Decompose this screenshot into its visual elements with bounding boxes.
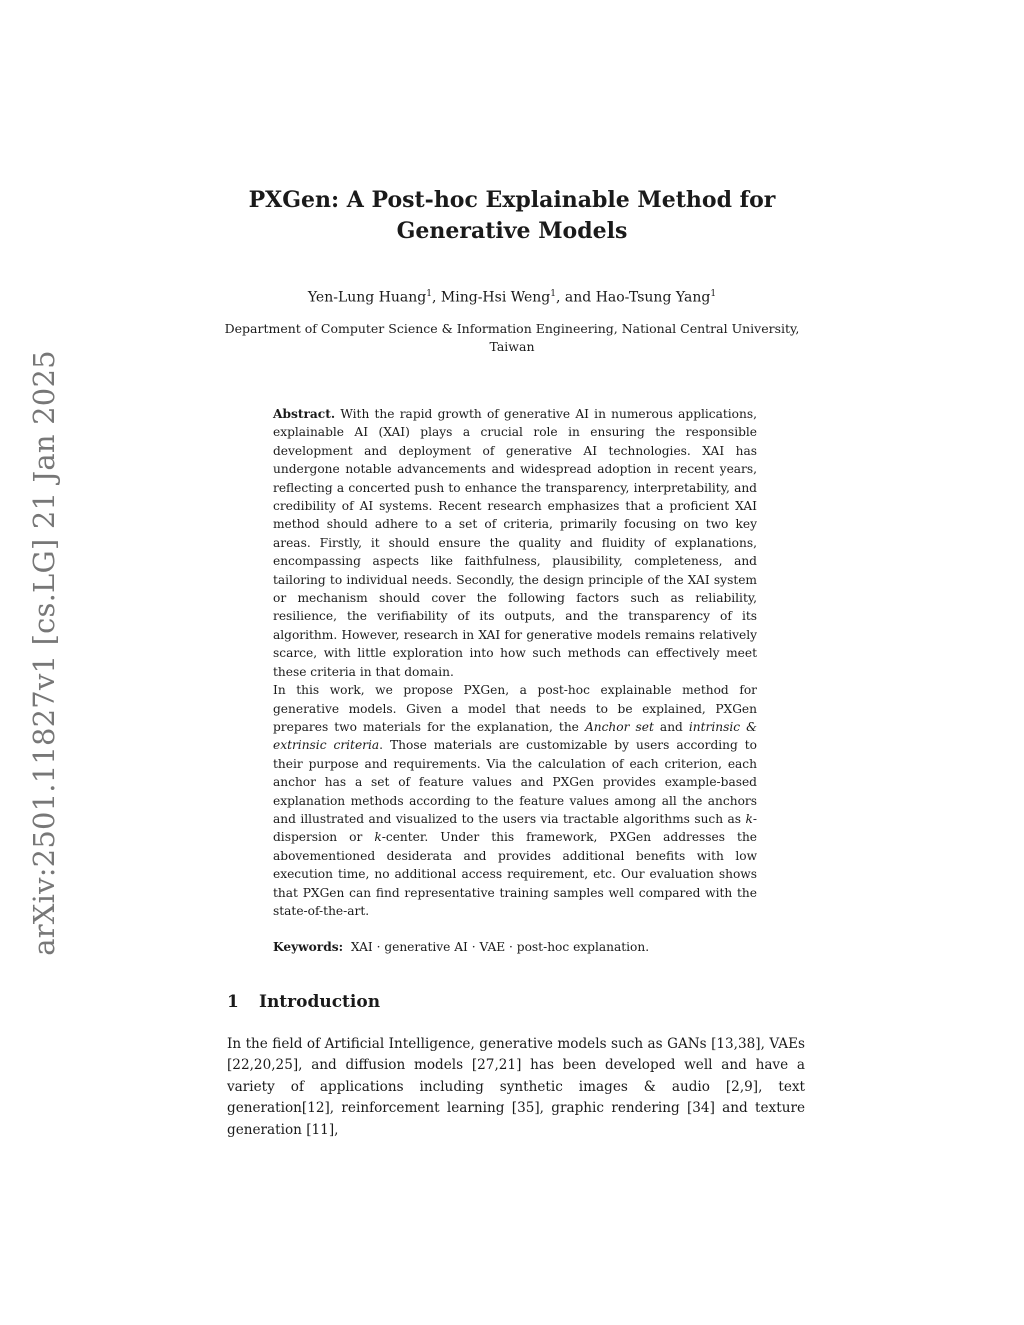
author-affiliation-mark: 1: [550, 289, 556, 299]
abstract-text: In this work, we propose PXGen, a post-hoc explainable method for generative models. Given a model that needs to be explained, PXGen prepares two materials for the explanation, the: [273, 683, 757, 734]
introduction-paragraph: In the field of Artificial Intelligence, generative models such as GANs [13,38], VAEs [22,20,25], and diffusion models [27,21] has been developed well and have a variety of applications including synthetic images & audio [2,9], text generation[12], reinforcement learning [35], graphic rendering [34] and texture generation [11],: [227, 1036, 805, 1138]
abstract: [273, 405, 757, 920]
arxiv-identifier-text: arXiv:2501.11827v1 [cs.LG] 21 Jan 2025: [27, 349, 61, 956]
author-affiliation-mark: 1: [710, 289, 717, 299]
abstract-text: . Those materials are customizable by users according to their purpose and requirements. Via the calculation of each criterion, each anchor has a set of feature values and PXGen provides example-based explanation methods according to the feature values among all the anchors and illustrated and visualized to the users via tractable algorithms such as: [273, 738, 758, 826]
paper-title: PXGen: A Post-hoc Explainable Method for Generative Models: [248, 187, 776, 244]
abstract-text: -dispersion or: [273, 811, 757, 845]
math-k: k: [745, 811, 753, 826]
author-list: [180, 284, 844, 308]
arxiv-identifier-stamp: [24, 349, 64, 956]
abstract-label: Abstract.: [273, 407, 336, 421]
keywords: [273, 938, 757, 956]
author-affiliation: Department of Computer Science & Information Engineering, National Central University, Taiwan: [224, 321, 800, 354]
author-affiliation-mark: 1: [426, 289, 432, 299]
keywords-text: XAI · generative AI · VAE · post-hoc explanation.: [350, 940, 650, 954]
abstract-text: With the rapid growth of generative AI in numerous applications, explainable AI (XAI) plays a crucial role in ensuring the responsible development and deployment of generative AI technologies. XAI has undergone notable advancements and widespread adoption in recent years, reflecting a concerted push to enhance the transparency, interpretability, and credibility of AI systems. Recent research emphasizes that a proficient XAI method should adhere to a set of criteria, primarily focusing on two key areas. Firstly, it should ensure the quality and fluidity of explanations, encompassing aspects like faithfulness, plausibility, completeness, and tailoring to individual needs. Secondly, the design principle of the XAI system or mechanism should cover the following factors such as reliability, resilience, the verifiability of its outputs, and the transparency of its algorithm. However, research in XAI for generative models remains relatively scarce, with little exploration into how such methods can effectively meet these criteria in that domain.: [273, 407, 758, 679]
emphasis-anchor-set: Anchor set: [584, 719, 654, 734]
author-name: Hao-Tsung Yang: [595, 289, 711, 306]
author-name: Yen-Lung Huang: [307, 289, 427, 306]
author-separator: , and: [556, 289, 596, 306]
abstract-text: -center. Under this framework, PXGen addresses the abovementioned desiderata and provides additional benefits with low execution time, no additional access requirement, etc. Our evaluation shows that PXGen can find representative training samples well compared with the state-of-the-art.: [273, 830, 757, 918]
keywords-label: Keywords:: [273, 940, 344, 954]
emphasis-criteria: intrinsic & extrinsic criteria: [273, 719, 758, 753]
section-heading-introduction: [227, 990, 380, 1014]
author-name: Ming-Hsi Weng: [440, 289, 551, 306]
abstract-paragraph: [273, 405, 757, 681]
section-title: Introduction: [259, 992, 381, 1012]
abstract-paragraph: [273, 681, 757, 920]
math-k: k: [374, 830, 382, 845]
abstract-text: and: [653, 719, 689, 734]
author-separator: ,: [432, 289, 441, 306]
section-number: 1: [227, 992, 239, 1012]
